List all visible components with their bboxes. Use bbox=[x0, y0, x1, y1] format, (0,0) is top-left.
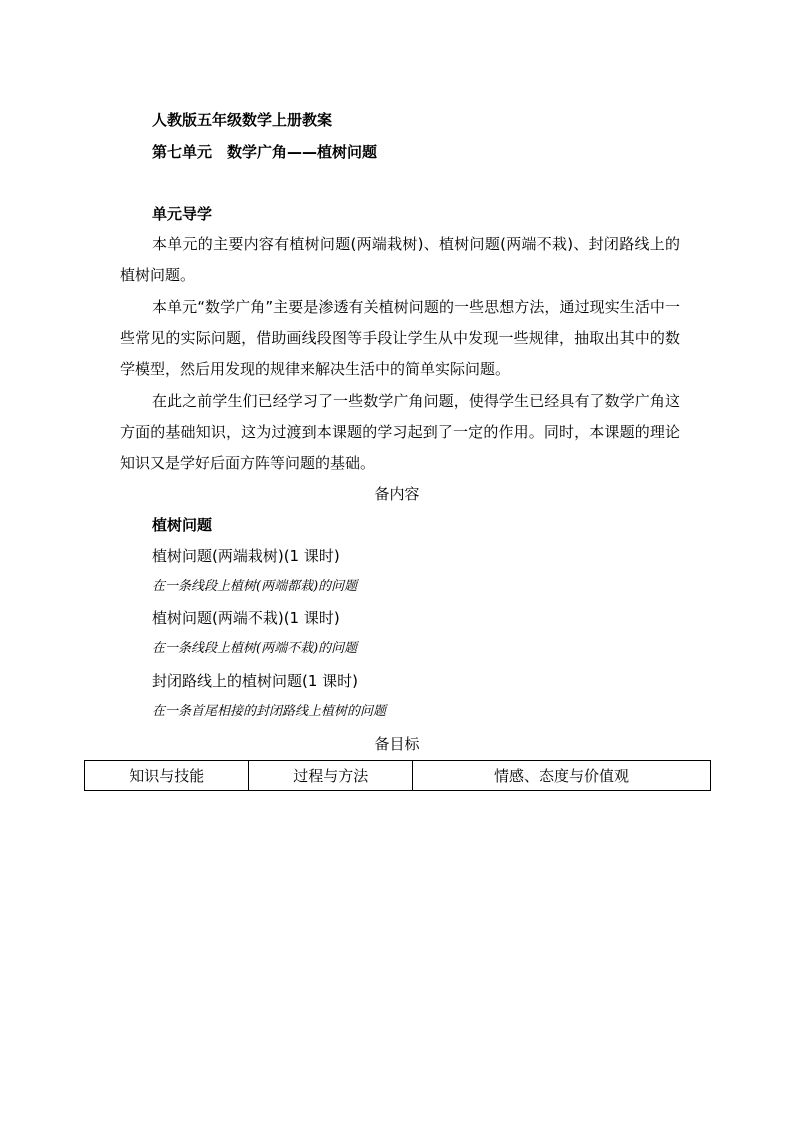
section-heading-goals: 备目标 bbox=[374, 735, 420, 753]
content-item-desc-1: 在一条线段上植树(两端都栽)的问题 bbox=[152, 579, 358, 594]
unit-title: 第七单元 数学广角——植树问题 bbox=[152, 143, 378, 161]
content-item-title-2: 植树问题(两端不栽)(1 课时) bbox=[152, 609, 340, 627]
document-title: 人教版五年级数学上册教案 bbox=[152, 111, 333, 129]
guide-paragraph-1: 本单元的主要内容有植树问题(两端栽树)、植树问题(两端不栽)、封闭路线上的植树问题。 bbox=[120, 235, 680, 284]
guide-paragraph-2: 本单元“数学广角”主要是渗透有关植树问题的一些思想方法，通过现实生活中一些常见的实际问题，借助画线段图等手段让学生从中发现一些规律，抽取出其中的数学模型，然后用发现的规律来解决生活中的简单实际问题。 bbox=[120, 298, 680, 378]
content-item-desc-2: 在一条线段上植树(两端不栽)的问题 bbox=[152, 641, 358, 656]
table-row bbox=[85, 761, 711, 791]
goals-table bbox=[84, 760, 711, 791]
goals-column-process: 过程与方法 bbox=[249, 761, 412, 791]
content-item-desc-3: 在一条首尾相接的封闭路线上植树的问题 bbox=[152, 704, 387, 719]
content-item-title-3: 封闭路线上的植树问题(1 课时) bbox=[152, 672, 359, 690]
goals-column-attitude: 情感、态度与价值观 bbox=[412, 761, 710, 791]
content-topic: 植树问题 bbox=[152, 516, 213, 534]
goals-column-knowledge: 知识与技能 bbox=[85, 761, 249, 791]
section-heading-content: 备内容 bbox=[374, 485, 420, 503]
section-heading-guide: 单元导学 bbox=[152, 205, 213, 223]
guide-paragraph-3: 在此之前学生们已经学习了一些数学广角问题，使得学生已经具有了数学广角这方面的基础知识，这为过渡到本课题的学习起到了一定的作用。同时，本课题的理论知识又是学好后面方阵等问题的基础。 bbox=[120, 392, 680, 472]
content-item-title-1: 植树问题(两端栽树)(1 课时) bbox=[152, 547, 340, 565]
